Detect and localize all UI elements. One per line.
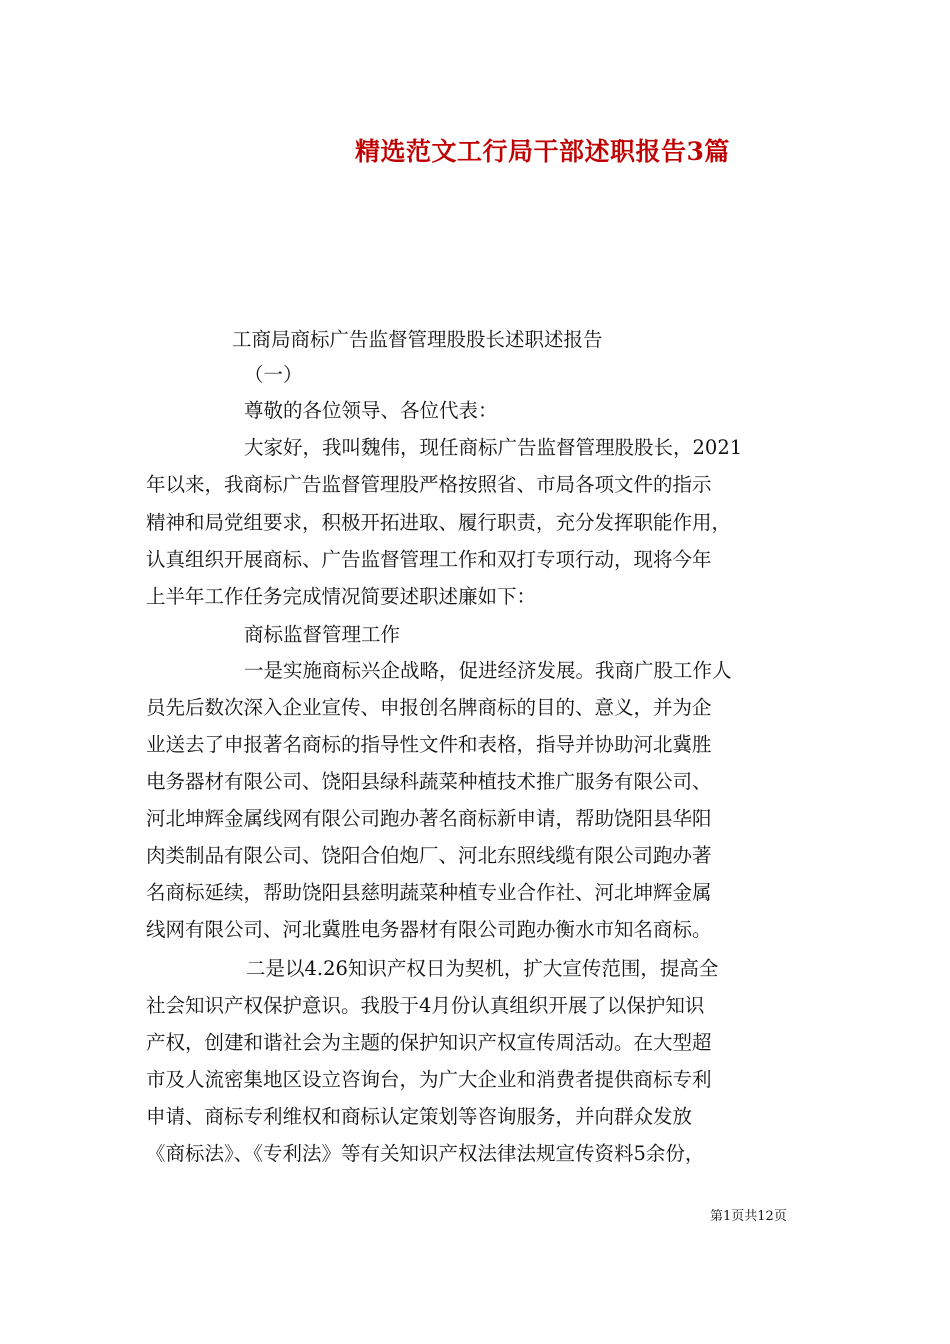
paragraph-line: 一是实施商标兴企战略，促进经济发展。我商广股工作人: [244, 659, 732, 682]
paragraph-line: 产权，创建和谐社会为主题的保护知识产权宣传周活动。在大型超: [146, 1031, 712, 1054]
paragraph-line: 市及人流密集地区设立咨询台，为广大企业和消费者提供商标专利: [146, 1068, 712, 1091]
paragraph-line: 河北坤辉金属线网有限公司跑办著名商标新申请，帮助饶阳县华阳: [146, 807, 712, 830]
paragraph-line: 申请、商标专利维权和商标认定策划等咨询服务，并向群众发放: [146, 1105, 693, 1128]
paragraph-line: 二是以4.26知识产权日为契机，扩大宣传范围，提高全: [246, 957, 719, 980]
paragraph-line: 肉类制品有限公司、饶阳合伯炮厂、河北东照线缆有限公司跑办著: [146, 844, 712, 867]
section-heading: 商标监督管理工作: [244, 623, 401, 646]
paragraph-line: 精神和局党组要求，积极开拓进取、履行职责，充分发挥职能作用，: [146, 511, 732, 534]
paragraph-line: 认真组织开展商标、广告监督管理工作和双打专项行动，现将今年: [146, 548, 712, 571]
paragraph-line: 名商标延续，帮助饶阳县慈明蔬菜种植专业合作社、河北坤辉金属: [146, 881, 712, 904]
paragraph-line: 社会知识产权保护意识。我股于4月份认真组织开展了以保护知识: [146, 994, 705, 1017]
salutation: 尊敬的各位领导、各位代表：: [244, 399, 498, 422]
page-number-footer: 第1页共12页: [710, 1209, 787, 1224]
paragraph-line: 年以来，我商标广告监督管理股严格按照省、市局各项文件的指示: [146, 473, 712, 496]
paragraph-line: 线网有限公司、河北冀胜电务器材有限公司跑办衡水市知名商标。: [146, 918, 712, 941]
paragraph-line: 员先后数次深入企业宣传、申报创名牌商标的目的、意义，并为企: [146, 696, 712, 719]
document-title: 精选范文工行局干部述职报告3篇: [355, 137, 730, 166]
document-subtitle: 工商局商标广告监督管理股股长述职述报告: [232, 328, 603, 351]
paragraph-line: 电务器材有限公司、饶阳县绿科蔬菜种植技术推广服务有限公司、: [146, 770, 712, 793]
section-number: （一）: [244, 363, 303, 386]
paragraph-line: 《商标法》、《专利法》等有关知识产权法律法规宣传资料5余份，: [146, 1142, 705, 1165]
paragraph-line: 业送去了申报著名商标的指导性文件和表格，指导并协助河北冀胜: [146, 733, 712, 756]
paragraph-line: 上半年工作任务完成情况简要述职述廉如下：: [146, 585, 537, 608]
paragraph-line: 大家好，我叫魏伟，现任商标广告监督管理股股长，2021: [244, 436, 743, 459]
